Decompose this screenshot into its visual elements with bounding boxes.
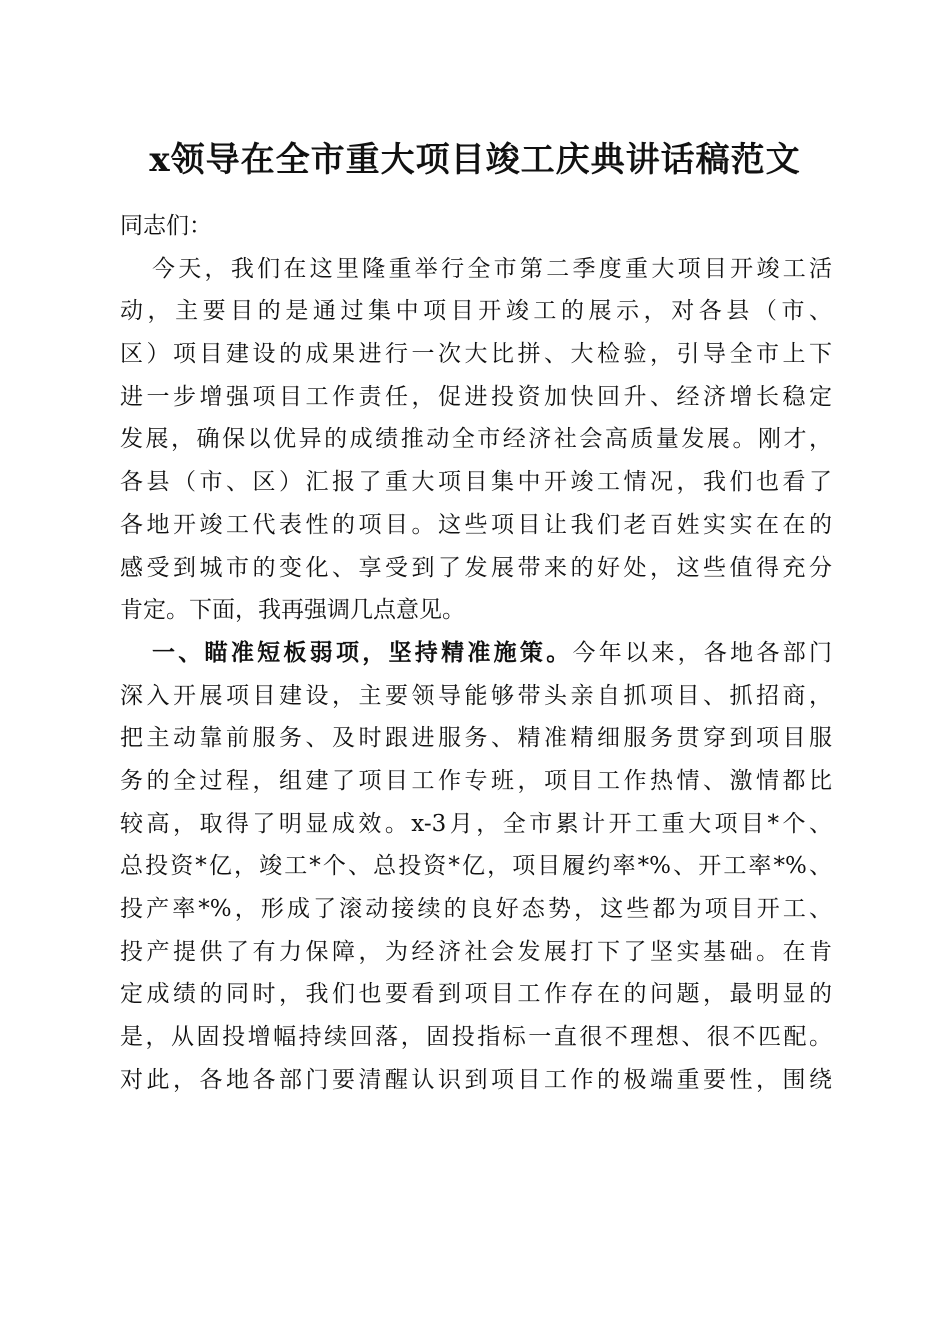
salutation: 同志们： (120, 213, 212, 239)
paragraph-line: 感受到城市的变化、享受到了发展带来的好处，这些值得充分 (120, 554, 832, 581)
paragraph-line: 定成绩的同时，我们也要看到项目工作存在的问题，最明显的 (120, 981, 832, 1008)
paragraph-line: 今天，我们在这里隆重举行全市第二季度重大项目开竣工活 (152, 255, 832, 282)
paragraph-line: 肯定。下面，我再强调几点意见。 (120, 597, 465, 624)
section-heading: 一、瞄准短板弱项，坚持精准施策。 (152, 638, 573, 666)
paragraph-line: 发展，确保以优异的成绩推动全市经济社会高质量发展。刚才， (120, 426, 832, 453)
section-heading-line (120, 632, 832, 675)
paragraph-line: 对此，各地各部门要清醒认识到项目工作的极端重要性，围绕 (120, 1066, 832, 1093)
paragraph-line: 进一步增强项目工作责任，促进投资加快回升、经济增长稳定 (120, 383, 832, 410)
paragraph-line: 总投资*亿，竣工*个、总投资*亿，项目履约率*%、开工率*%、 (120, 853, 832, 880)
paragraph-line: 是，从固投增幅持续回落，固投指标一直很不理想、很不匹配。 (120, 1024, 832, 1051)
paragraph-line: 投产率*%，形成了滚动接续的良好态势，这些都为项目开工、 (120, 896, 832, 922)
paragraph-line: 区）项目建设的成果进行一次大比拼、大检验，引导全市上下 (120, 341, 832, 368)
document-title: x领导在全市重大项目竣工庆典讲话稿范文 (149, 140, 801, 180)
document-body (120, 205, 832, 1101)
paragraph-line: 深入开展项目建设，主要领导能够带头亲自抓项目、抓招商， (120, 682, 832, 709)
paragraph-line: 较高，取得了明显成效。x-3月，全市累计开工重大项目*个、 (120, 810, 832, 837)
paragraph-line: 把主动靠前服务、及时跟进服务、精准精细服务贯穿到项目服 (120, 725, 832, 752)
paragraph-line: 动，主要目的是通过集中项目开竣工的展示，对各县（市、 (120, 298, 832, 325)
paragraph-line: 投产提供了有力保障，为经济社会发展打下了坚实基础。在肯 (120, 938, 832, 965)
section-heading-rest: 今年以来，各地各部门 (572, 639, 833, 666)
paragraph-line: 各县（市、区）汇报了重大项目集中开竣工情况，我们也看了 (120, 469, 832, 496)
paragraph-line: 务的全过程，组建了项目工作专班，项目工作热情、激情都比 (120, 767, 832, 794)
paragraph-line: 各地开竣工代表性的项目。这些项目让我们老百姓实实在在的 (120, 511, 832, 538)
